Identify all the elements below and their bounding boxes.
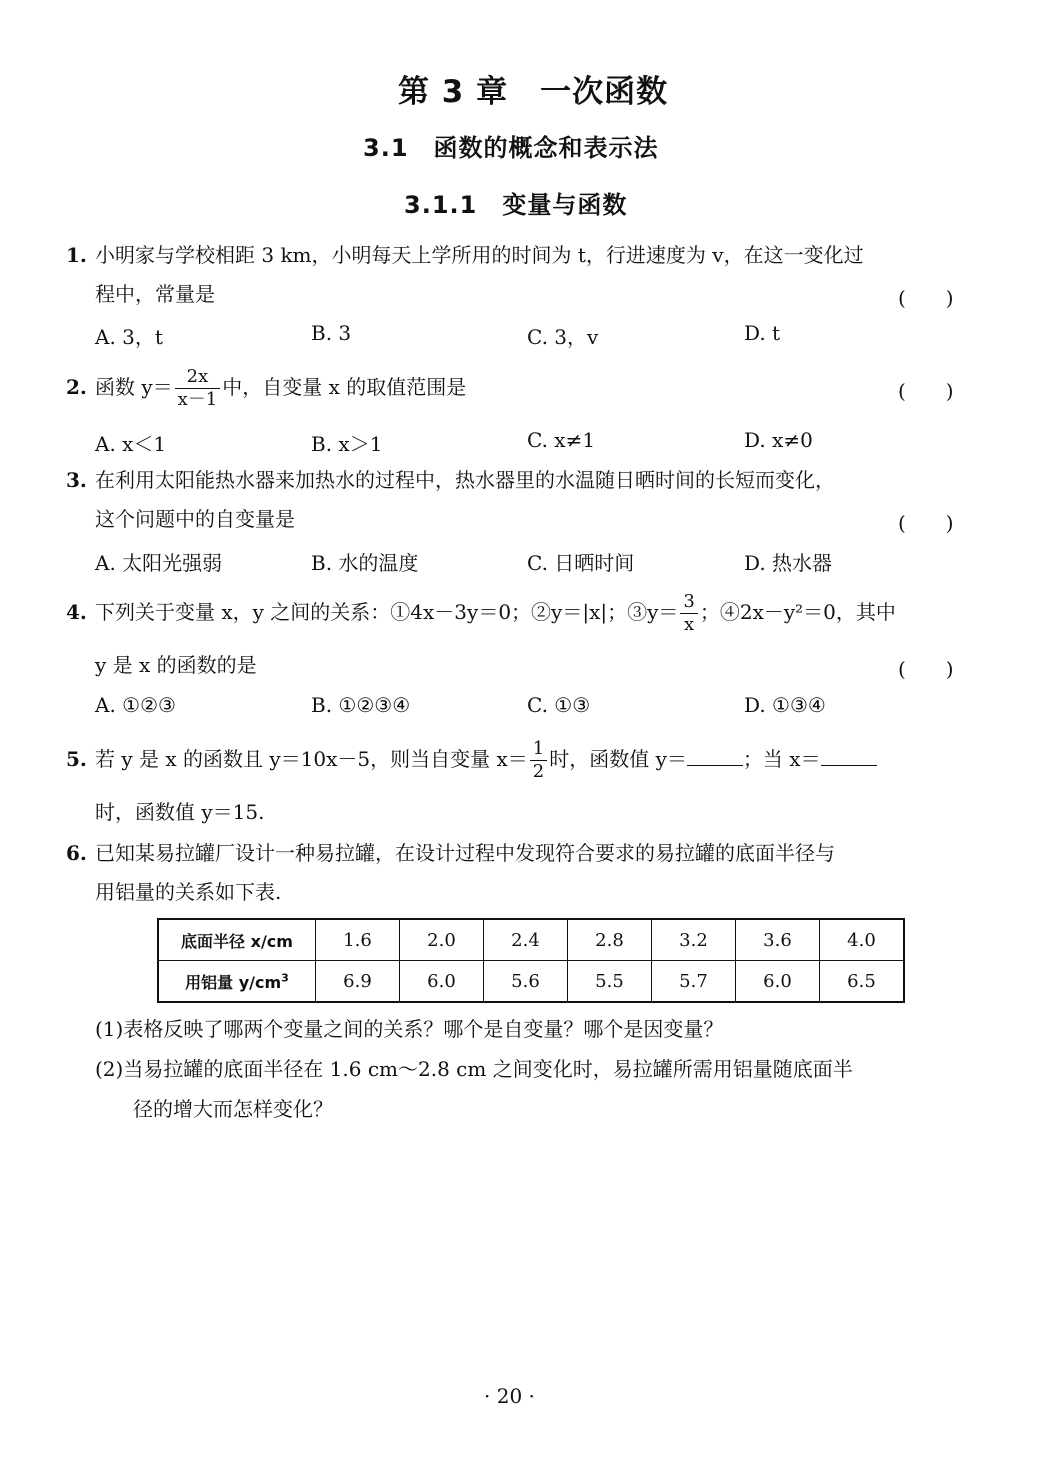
q4-option-c: C. ①③ bbox=[527, 693, 591, 717]
q2-fraction-denominator: x－1 bbox=[175, 388, 221, 409]
table-cell: 6.0 bbox=[400, 961, 484, 1003]
q6-subquestion-2-line2: 径的增大而怎样变化？ bbox=[133, 1097, 333, 1121]
q3-stem-line2: 这个问题中的自变量是 bbox=[95, 507, 295, 531]
q4-option-d: D. ①③④ bbox=[744, 693, 826, 717]
table-cell: 6.9 bbox=[316, 961, 400, 1003]
q6-subquestion-1: (1)表格反映了哪两个变量之间的关系？哪个是自变量？哪个是因变量？ bbox=[95, 1017, 724, 1041]
chapter-title: 第 3 章 一次函数 bbox=[398, 74, 669, 110]
table-cell: 6.5 bbox=[820, 961, 905, 1003]
table-cell: 6.0 bbox=[736, 961, 820, 1003]
q2-option-d: D. x≠0 bbox=[744, 428, 813, 452]
q2-stem-prefix: 函数 y＝ bbox=[95, 375, 173, 399]
table-cell: 3.6 bbox=[736, 919, 820, 961]
table-cell: 2.0 bbox=[400, 919, 484, 961]
section-title: 3.1 函数的概念和表示法 bbox=[363, 134, 659, 162]
page-number: · 20 · bbox=[484, 1384, 535, 1408]
q6-stem-line1: 已知某易拉罐厂设计一种易拉罐，在设计过程中发现符合要求的易拉罐的底面半径与 bbox=[95, 841, 835, 865]
q1-answer-parens: ( ) bbox=[898, 286, 954, 310]
q3-stem-line1: 在利用太阳能热水器来加热水的过程中，热水器里的水温随日晒时间的长短而变化， bbox=[95, 468, 835, 492]
q5-stem-mid2: ；当 x＝ bbox=[742, 747, 821, 771]
q1-option-d: D. t bbox=[744, 321, 781, 345]
q4-stem-suffix: ；④2x－y²＝0，其中 bbox=[699, 600, 896, 624]
q2-number: 2. bbox=[66, 375, 87, 399]
table-cell: 5.7 bbox=[652, 961, 736, 1003]
q5-stem bbox=[95, 733, 877, 785]
q2-answer-parens: ( ) bbox=[898, 379, 954, 403]
table-row2-header-text: 用铝量 y/cm bbox=[185, 972, 282, 992]
q5-answer-blank-2[interactable] bbox=[821, 745, 877, 766]
q1-option-b: B. 3 bbox=[311, 321, 352, 345]
q2-option-a: A. x＜1 bbox=[95, 432, 167, 456]
q2-option-c: C. x≠1 bbox=[527, 428, 596, 452]
q4-option-b: B. ①②③④ bbox=[311, 693, 411, 717]
table-cell: 5.6 bbox=[484, 961, 568, 1003]
q3-option-a: A. 太阳光强弱 bbox=[95, 551, 223, 575]
q5-stem-line2: 时，函数值 y＝15. bbox=[95, 800, 265, 824]
table-row2-header bbox=[158, 961, 316, 1003]
q2-stem bbox=[95, 361, 466, 413]
table-row bbox=[158, 919, 904, 961]
q5-stem-prefix: 若 y 是 x 的函数且 y＝10x－5，则当自变量 x＝ bbox=[95, 747, 528, 771]
q4-stem-line2: y 是 x 的函数的是 bbox=[95, 653, 257, 677]
q4-option-a: A. ①②③ bbox=[95, 693, 176, 717]
table-row bbox=[158, 961, 904, 1003]
q3-answer-parens: ( ) bbox=[898, 511, 954, 535]
q1-option-a: A. 3，t bbox=[95, 325, 163, 349]
q2-stem-suffix: 中，自变量 x 的取值范围是 bbox=[222, 375, 467, 399]
q6-subquestion-2-line1: (2)当易拉罐的底面半径在 1.6 cm～2.8 cm 之间变化时，易拉罐所需用铝量随底面半 bbox=[95, 1057, 853, 1081]
q4-answer-parens: ( ) bbox=[898, 657, 954, 681]
table-row1-header: 底面半径 x/cm bbox=[158, 919, 316, 961]
q6-stem-line2: 用铝量的关系如下表. bbox=[95, 880, 282, 904]
q5-answer-blank-1[interactable] bbox=[687, 745, 743, 766]
q5-number: 5. bbox=[66, 747, 87, 771]
q1-option-c: C. 3，v bbox=[527, 325, 599, 349]
table-cell: 2.8 bbox=[568, 919, 652, 961]
q5-fraction-denominator: 2 bbox=[530, 760, 547, 781]
q4-fraction bbox=[680, 593, 697, 634]
table-cell: 5.5 bbox=[568, 961, 652, 1003]
q2-fraction bbox=[175, 368, 221, 409]
q4-fraction-denominator: x bbox=[680, 613, 697, 634]
q1-number: 1. bbox=[66, 243, 87, 267]
q5-fraction bbox=[530, 740, 547, 781]
q2-option-b: B. x＞1 bbox=[311, 432, 383, 456]
subsection-title: 3.1.1 变量与函数 bbox=[404, 191, 628, 219]
q4-number: 4. bbox=[66, 600, 87, 624]
table-cell: 1.6 bbox=[316, 919, 400, 961]
q3-option-c: C. 日晒时间 bbox=[527, 551, 635, 575]
table-row2-header-sup: 3 bbox=[281, 971, 289, 985]
q1-stem-line1: 小明家与学校相距 3 km，小明每天上学所用的时间为 t，行进速度为 v，在这一变化过 bbox=[95, 243, 864, 267]
table-cell: 2.4 bbox=[484, 919, 568, 961]
q4-stem-prefix: 下列关于变量 x，y 之间的关系：①4x－3y＝0；②y＝|x|；③y＝ bbox=[95, 600, 679, 624]
q6-number: 6. bbox=[66, 841, 87, 865]
q3-option-b: B. 水的温度 bbox=[311, 551, 419, 575]
table-cell: 3.2 bbox=[652, 919, 736, 961]
q4-stem bbox=[95, 586, 896, 638]
q4-fraction-numerator: 3 bbox=[683, 591, 695, 612]
table-cell: 4.0 bbox=[820, 919, 905, 961]
radius-aluminum-table bbox=[157, 918, 905, 1003]
q3-number: 3. bbox=[66, 468, 87, 492]
q5-stem-mid: 时，函数值 y＝ bbox=[549, 747, 687, 771]
q2-fraction-numerator: 2x bbox=[186, 366, 209, 387]
q3-option-d: D. 热水器 bbox=[744, 551, 833, 575]
q1-stem-line2: 程中，常量是 bbox=[95, 282, 215, 306]
q5-fraction-numerator: 1 bbox=[532, 738, 545, 759]
